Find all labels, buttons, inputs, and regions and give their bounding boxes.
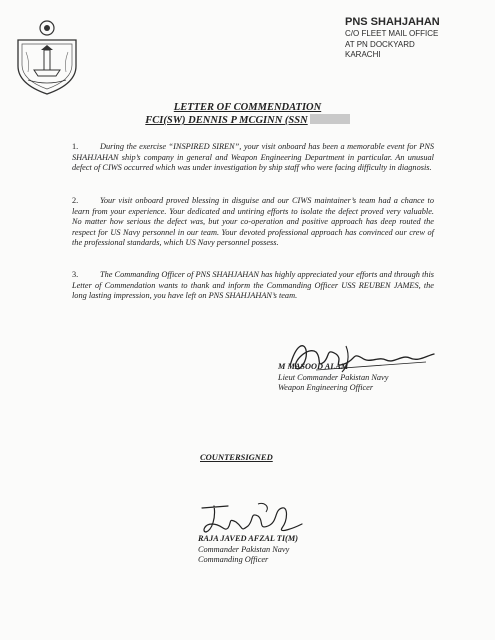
signatory-rank: Lieut Commander Pakistan Navy: [278, 372, 389, 382]
ship-name: PNS SHAHJAHAN: [345, 16, 440, 28]
countersigned-label: COUNTERSIGNED: [200, 452, 273, 462]
letter-subject: [0, 114, 495, 127]
signatory-name: M MASOOD ALAM: [278, 362, 349, 371]
paragraph-3: [72, 270, 434, 302]
paragraph-text: Your visit onboard proved blessing in disguise and our CIWS maintainer’s team had a chance to learn from your experience. Your dedicated and untiring efforts to isolate the defect proved very valuable. No matter how serious the defect was, but your co-operation and positive approach has deep routed the respect for US Navy personnel in our team. Your devoted professional approach has convinced our crew of the professional standards, which US Navy personnel possess.: [72, 196, 434, 247]
paragraph-text: The Commanding Officer of PNS SHAHJAHAN has highly appreciated your efforts and through this Letter of Commendation wants to thank and inform the Commanding Officer USS REUBEN JAMES, the long lasting impression, you have left on PNS SHAHJAHAN’s team.: [72, 270, 434, 300]
paragraph-1: [72, 142, 434, 174]
paragraph-text: During the exercise “INSPIRED SIREN”, your visit onboard has been a memorable event for PNS SHAHJAHAN ship’s company in general and Weapon Engineering Department in particular. An unusual defect of CIWS occurred which was under investigation by ship staff who were facing difficulty in diagnosis.: [72, 142, 434, 172]
signatory-role: Weapon Engineering Officer: [278, 383, 374, 392]
signature-block-2: [198, 534, 298, 566]
signature-block-1: [278, 362, 388, 394]
signatory-rank: Commander Pakistan Navy: [198, 544, 290, 554]
paragraph-number: 1.: [72, 142, 79, 151]
paragraph-number: 2.: [72, 196, 79, 205]
redacted-block: [310, 114, 350, 124]
paragraph-number: 3.: [72, 270, 79, 279]
address-line: AT PN DOCKYARD: [345, 39, 415, 49]
signatory-name: RAJA JAVED AFZAL TI(M): [198, 534, 298, 543]
subject-text: FCI(SW) DENNIS P MCGINN (SSN: [145, 115, 308, 126]
address-line: KARACHI: [345, 50, 381, 59]
signatory-role: Commanding Officer: [198, 555, 269, 564]
ship-crest-icon: [14, 18, 80, 96]
letter-title: LETTER OF COMMENDATION: [173, 102, 322, 113]
paragraph-2: [72, 196, 434, 249]
letterhead-address: [345, 16, 490, 61]
address-line: C/O FLEET MAIL OFFICE: [345, 29, 439, 38]
